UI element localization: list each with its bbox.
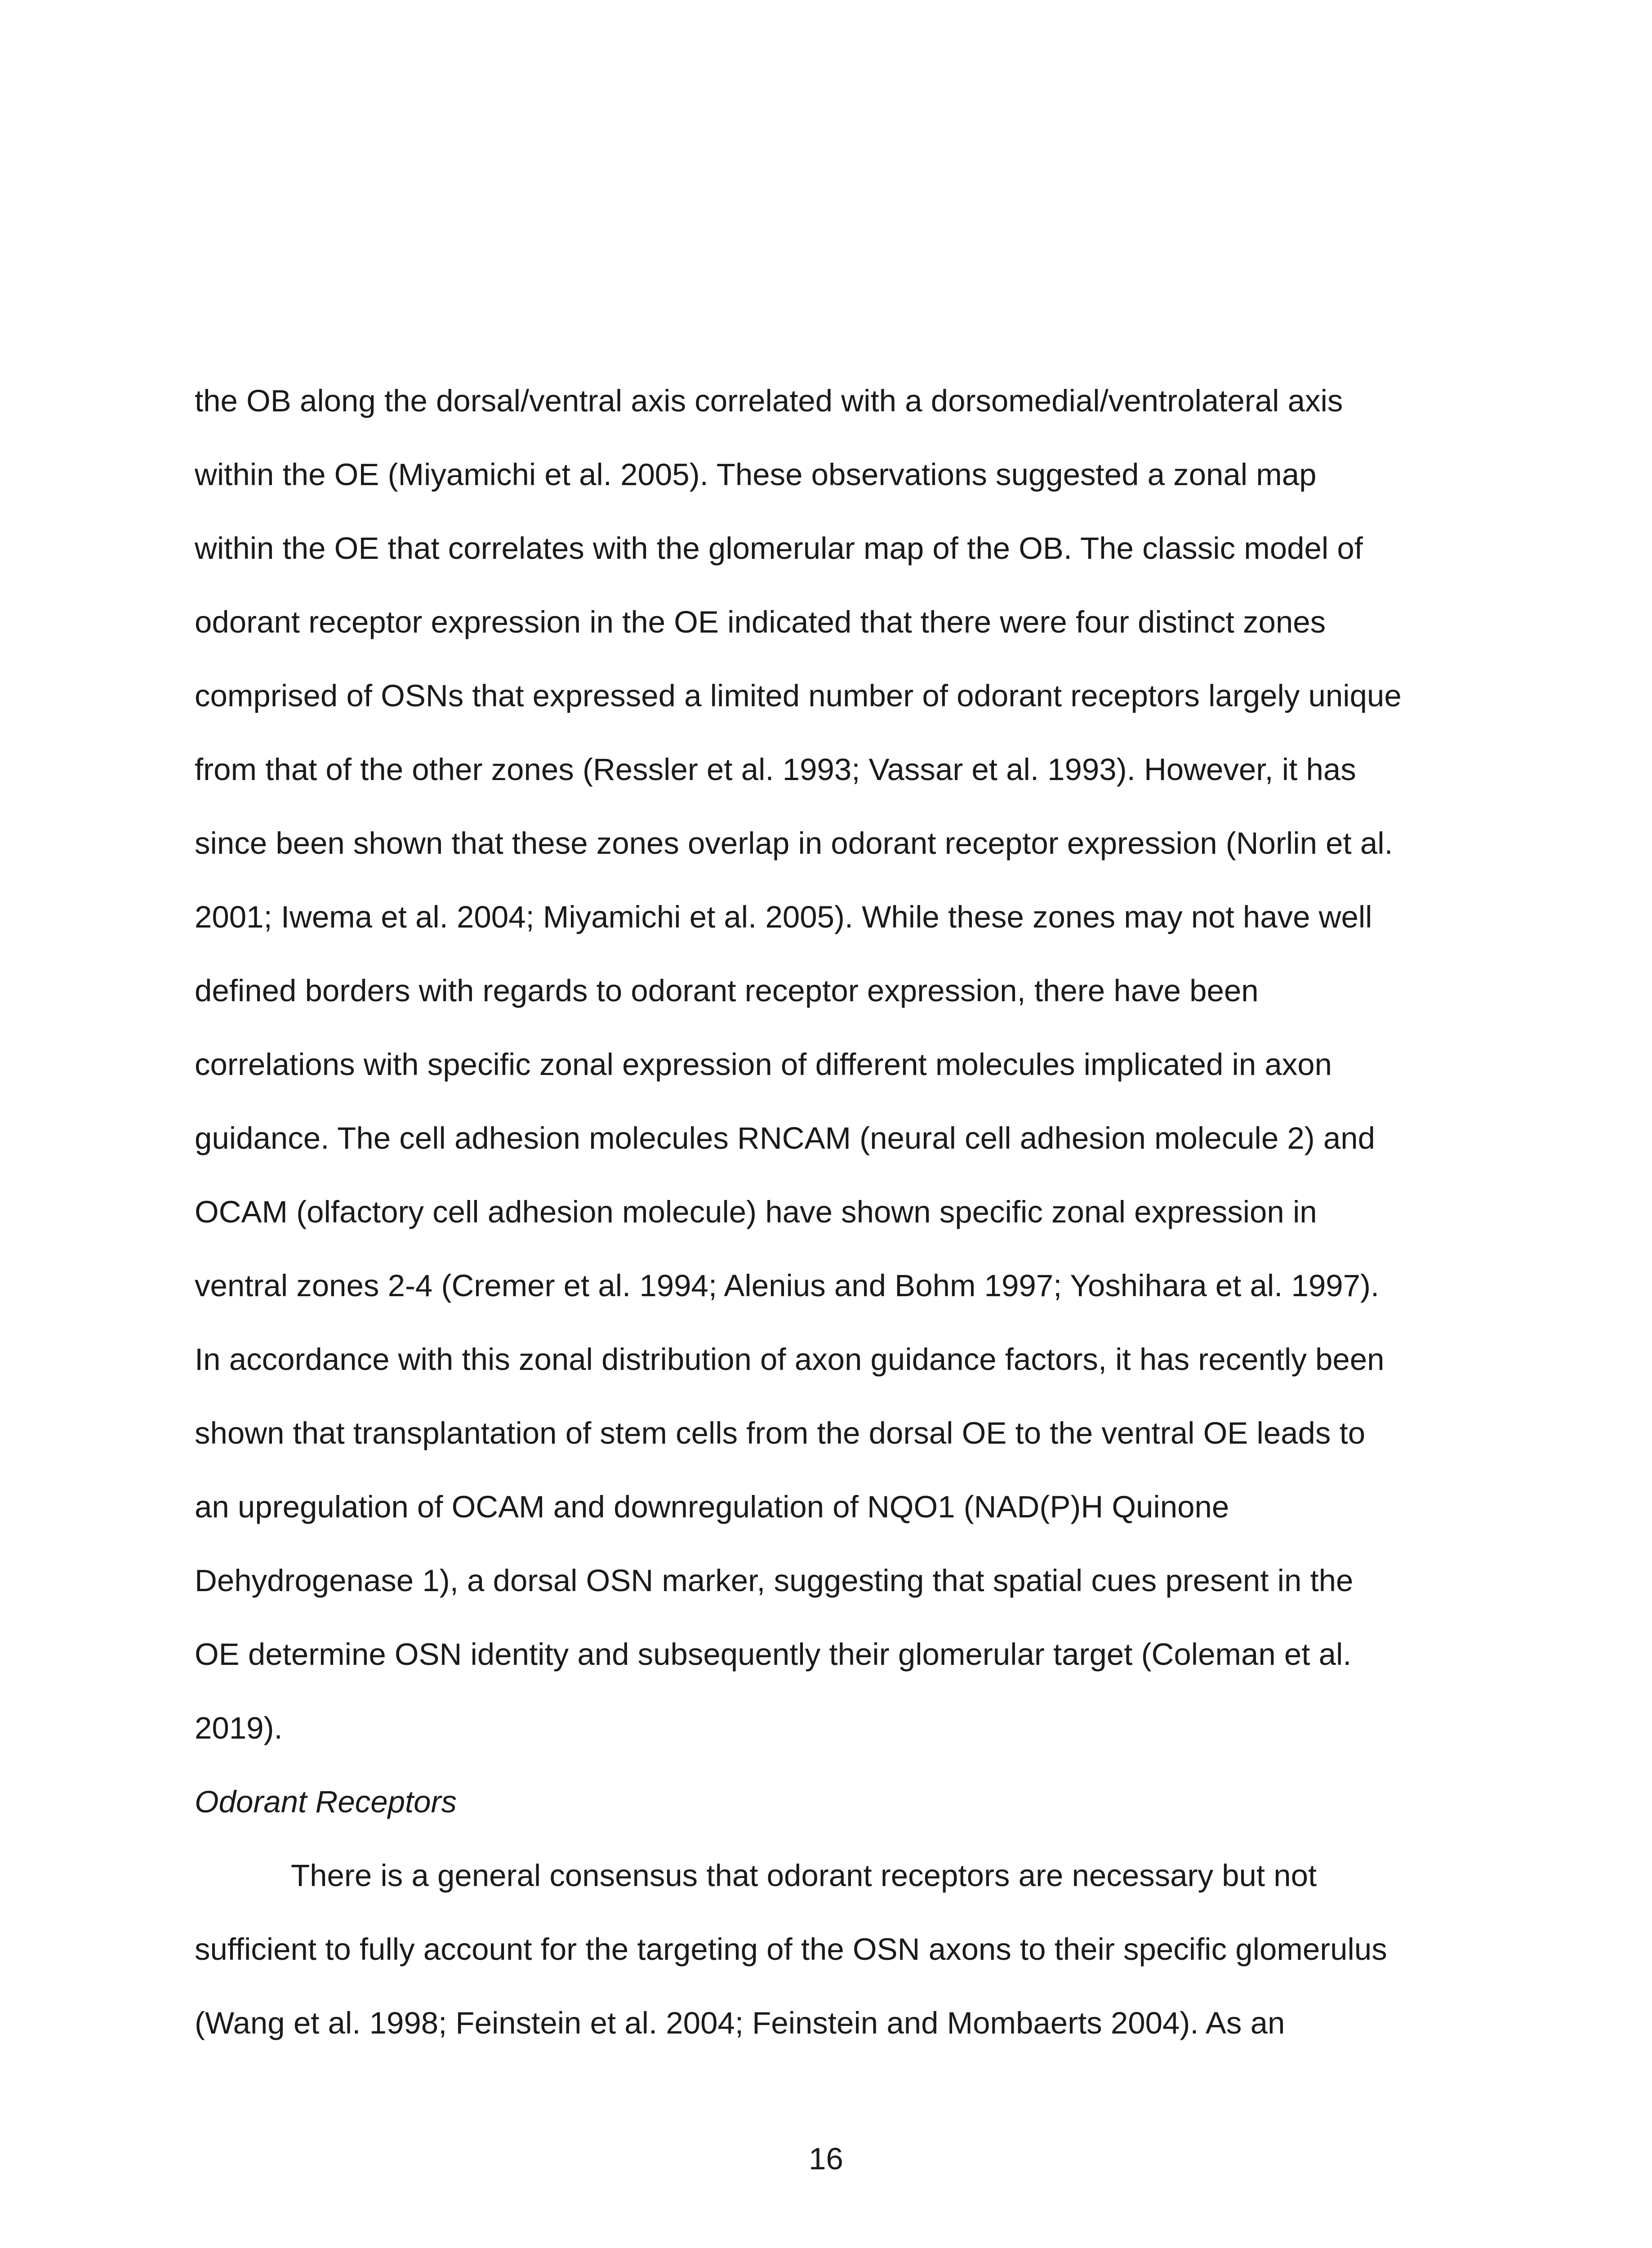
- text-line: an upregulation of OCAM and downregulation of NQO1 (NAD(P)H Quinone: [195, 1490, 1229, 1524]
- text-line: the OB along the dorsal/ventral axis correlated with a dorsomedial/ventrolateral axis: [195, 384, 1343, 418]
- text-line: ventral zones 2-4 (Cremer et al. 1994; Alenius and Bohm 1997; Yoshihara et al. 1997).: [195, 1268, 1380, 1303]
- text-line: shown that transplantation of stem cells from the dorsal OE to the ventral OE leads to: [195, 1416, 1366, 1450]
- text-line: guidance. The cell adhesion molecules RNCAM (neural cell adhesion molecule 2) and: [195, 1121, 1376, 1155]
- page-number: 16: [809, 2141, 843, 2176]
- text-line: correlations with specific zonal expression of different molecules implicated in axon: [195, 1047, 1332, 1082]
- text-line: sufficient to fully account for the targeting of the OSN axons to their specific glomerulus: [195, 1932, 1387, 1967]
- text-line: comprised of OSNs that expressed a limited number of odorant receptors largely unique: [195, 678, 1402, 713]
- text-line: within the OE that correlates with the glomerular map of the OB. The classic model of: [195, 531, 1363, 566]
- text-line: within the OE (Miyamichi et al. 2005). These observations suggested a zonal map: [195, 457, 1317, 492]
- text-line: since been shown that these zones overlap in odorant receptor expression (Norlin et al.: [195, 826, 1393, 861]
- section-heading: Odorant Receptors: [195, 1784, 457, 1819]
- text-line: defined borders with regards to odorant receptor expression, there have been: [195, 973, 1259, 1008]
- text-line: (Wang et al. 1998; Feinstein et al. 2004; Feinstein and Mombaerts 2004). As an: [195, 2006, 1285, 2040]
- text-line: 2019).: [195, 1711, 283, 1745]
- text-line: 2001; Iwema et al. 2004; Miyamichi et al. 2005). While these zones may not have well: [195, 900, 1372, 934]
- body-text: [195, 364, 1458, 2060]
- text-line: OCAM (olfactory cell adhesion molecule) have shown specific zonal expression in: [195, 1195, 1317, 1229]
- text-line: from that of the other zones (Ressler et al. 1993; Vassar et al. 1993). However, it has: [195, 752, 1356, 787]
- text-line: OE determine OSN identity and subsequently their glomerular target (Coleman et al.: [195, 1637, 1352, 1672]
- text-line: odorant receptor expression in the OE indicated that there were four distinct zones: [195, 605, 1326, 639]
- text-line: There is a general consensus that odorant receptors are necessary but not: [291, 1858, 1317, 1893]
- text-line: Dehydrogenase 1), a dorsal OSN marker, suggesting that spatial cues present in the: [195, 1563, 1354, 1598]
- text-line: In accordance with this zonal distribution of axon guidance factors, it has recently been: [195, 1342, 1385, 1377]
